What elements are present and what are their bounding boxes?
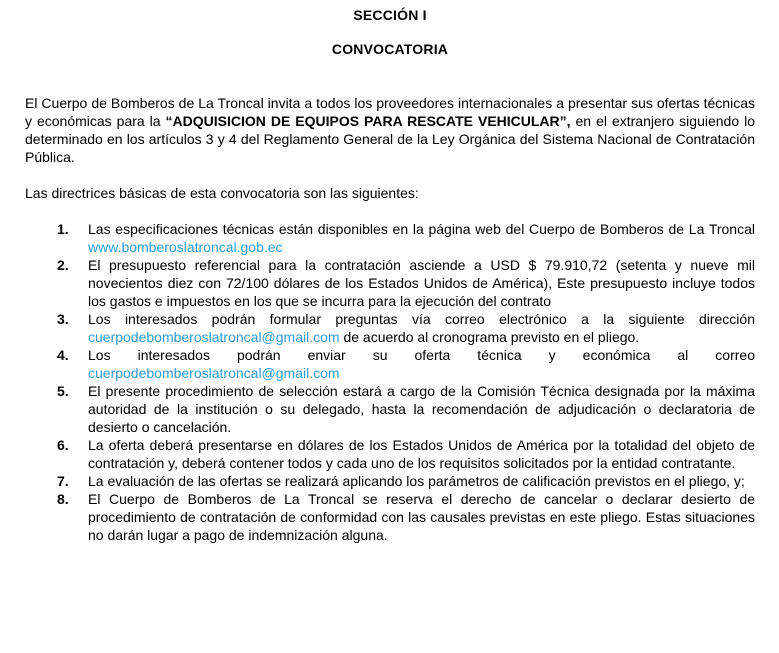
list-item (57, 472, 755, 490)
list-item-text (88, 346, 755, 382)
list-item (57, 310, 755, 346)
email-link[interactable]: cuerpodebomberoslatroncal@gmail.com (88, 329, 340, 345)
list-item (57, 256, 755, 310)
text-run: El presupuesto referencial para la contratación asciende a USD $ 79.910,72 (setenta y nueve mil novecientos diez con 72/100 dólares de los Estados Unidos de América), Este presupuesto incluye todos los gastos e impuestos en los que se incurra para la ejecución del contrato (88, 257, 755, 309)
text-run: El presente procedimiento de selección estará a cargo de la Comisión Técnica designada por la máxima autoridad de la institución o su delegado, hasta la recomendación de adjudicación o declaratoria de desierto o cancelación. (88, 383, 755, 435)
intro-paragraph (25, 94, 755, 166)
list-item (57, 220, 755, 256)
text-run: La oferta deberá presentarse en dólares de los Estados Unidos de América por la totalidad del objeto de contratación y, deberá contener todos y cada uno de los requisitos solicitados por la entidad contratante. (88, 437, 755, 471)
list-item-text (88, 382, 755, 436)
list-item-number: 6. (57, 437, 69, 453)
list-item-number: 2. (57, 257, 69, 273)
list-item-number: 3. (57, 311, 69, 327)
list-item (57, 490, 755, 544)
list-item (57, 346, 755, 382)
text-run: La evaluación de las ofertas se realizará aplicando los parámetros de calificación previstos en el pliego, y; (88, 473, 745, 489)
text-run: El Cuerpo de Bomberos de La Troncal invita a todos los proveedores internacionales a presentar sus ofertas técnicas y económicas para la (25, 95, 755, 129)
text-run: Las especificaciones técnicas están disponibles en la página web del Cuerpo de Bomberos de La Troncal (88, 221, 755, 237)
text-run: de acuerdo al cronograma previsto en el pliego. (339, 329, 640, 345)
list-item-number: 5. (57, 383, 69, 399)
email-link[interactable]: cuerpodebomberoslatroncal@gmail.com (88, 365, 340, 381)
list-item-number: 4. (57, 347, 69, 363)
convocatoria-title: CONVOCATORIA (331, 41, 449, 57)
text-run: en el extranjero siguiendo lo determinado en los artículos 3 y 4 del Reglamento General de la Ley Orgánica del Sistema Nacional de Contratación Pública. (25, 113, 755, 165)
list-item-number: 7. (57, 473, 69, 489)
list-item-text (88, 256, 755, 310)
section-title: SECCIÓN I (353, 7, 427, 23)
text-run: Los interesados podrán enviar su oferta técnica y económica al correo (88, 347, 755, 363)
directives-intro: Las directrices básicas de esta convocatoria son las siguientes: (25, 185, 419, 201)
list-item-text (88, 490, 755, 544)
text-run: El Cuerpo de Bomberos de La Troncal se reserva el derecho de cancelar o declarar desierto de procedimiento de contratación de conformidad con las causales previstas en este pliego. Estas situaciones no darán lugar a pago de indemnización alguna. (88, 491, 755, 543)
ordered-list (25, 220, 755, 544)
text-run: “ADQUISICION DE EQUIPOS PARA RESCATE VEHICULAR”, (165, 113, 571, 129)
list-item (57, 382, 755, 436)
list-item (57, 436, 755, 472)
website-link[interactable]: www.bomberoslatroncal.gob.ec (88, 239, 283, 255)
list-item-number: 1. (57, 221, 69, 237)
list-item-text (88, 310, 755, 346)
list-item-text (88, 220, 755, 256)
list-item-number: 8. (57, 491, 69, 507)
text-run: Los interesados podrán formular preguntas vía correo electrónico a la siguiente dirección (88, 311, 755, 327)
list-item-text (88, 472, 755, 490)
list-item-text (88, 436, 755, 472)
